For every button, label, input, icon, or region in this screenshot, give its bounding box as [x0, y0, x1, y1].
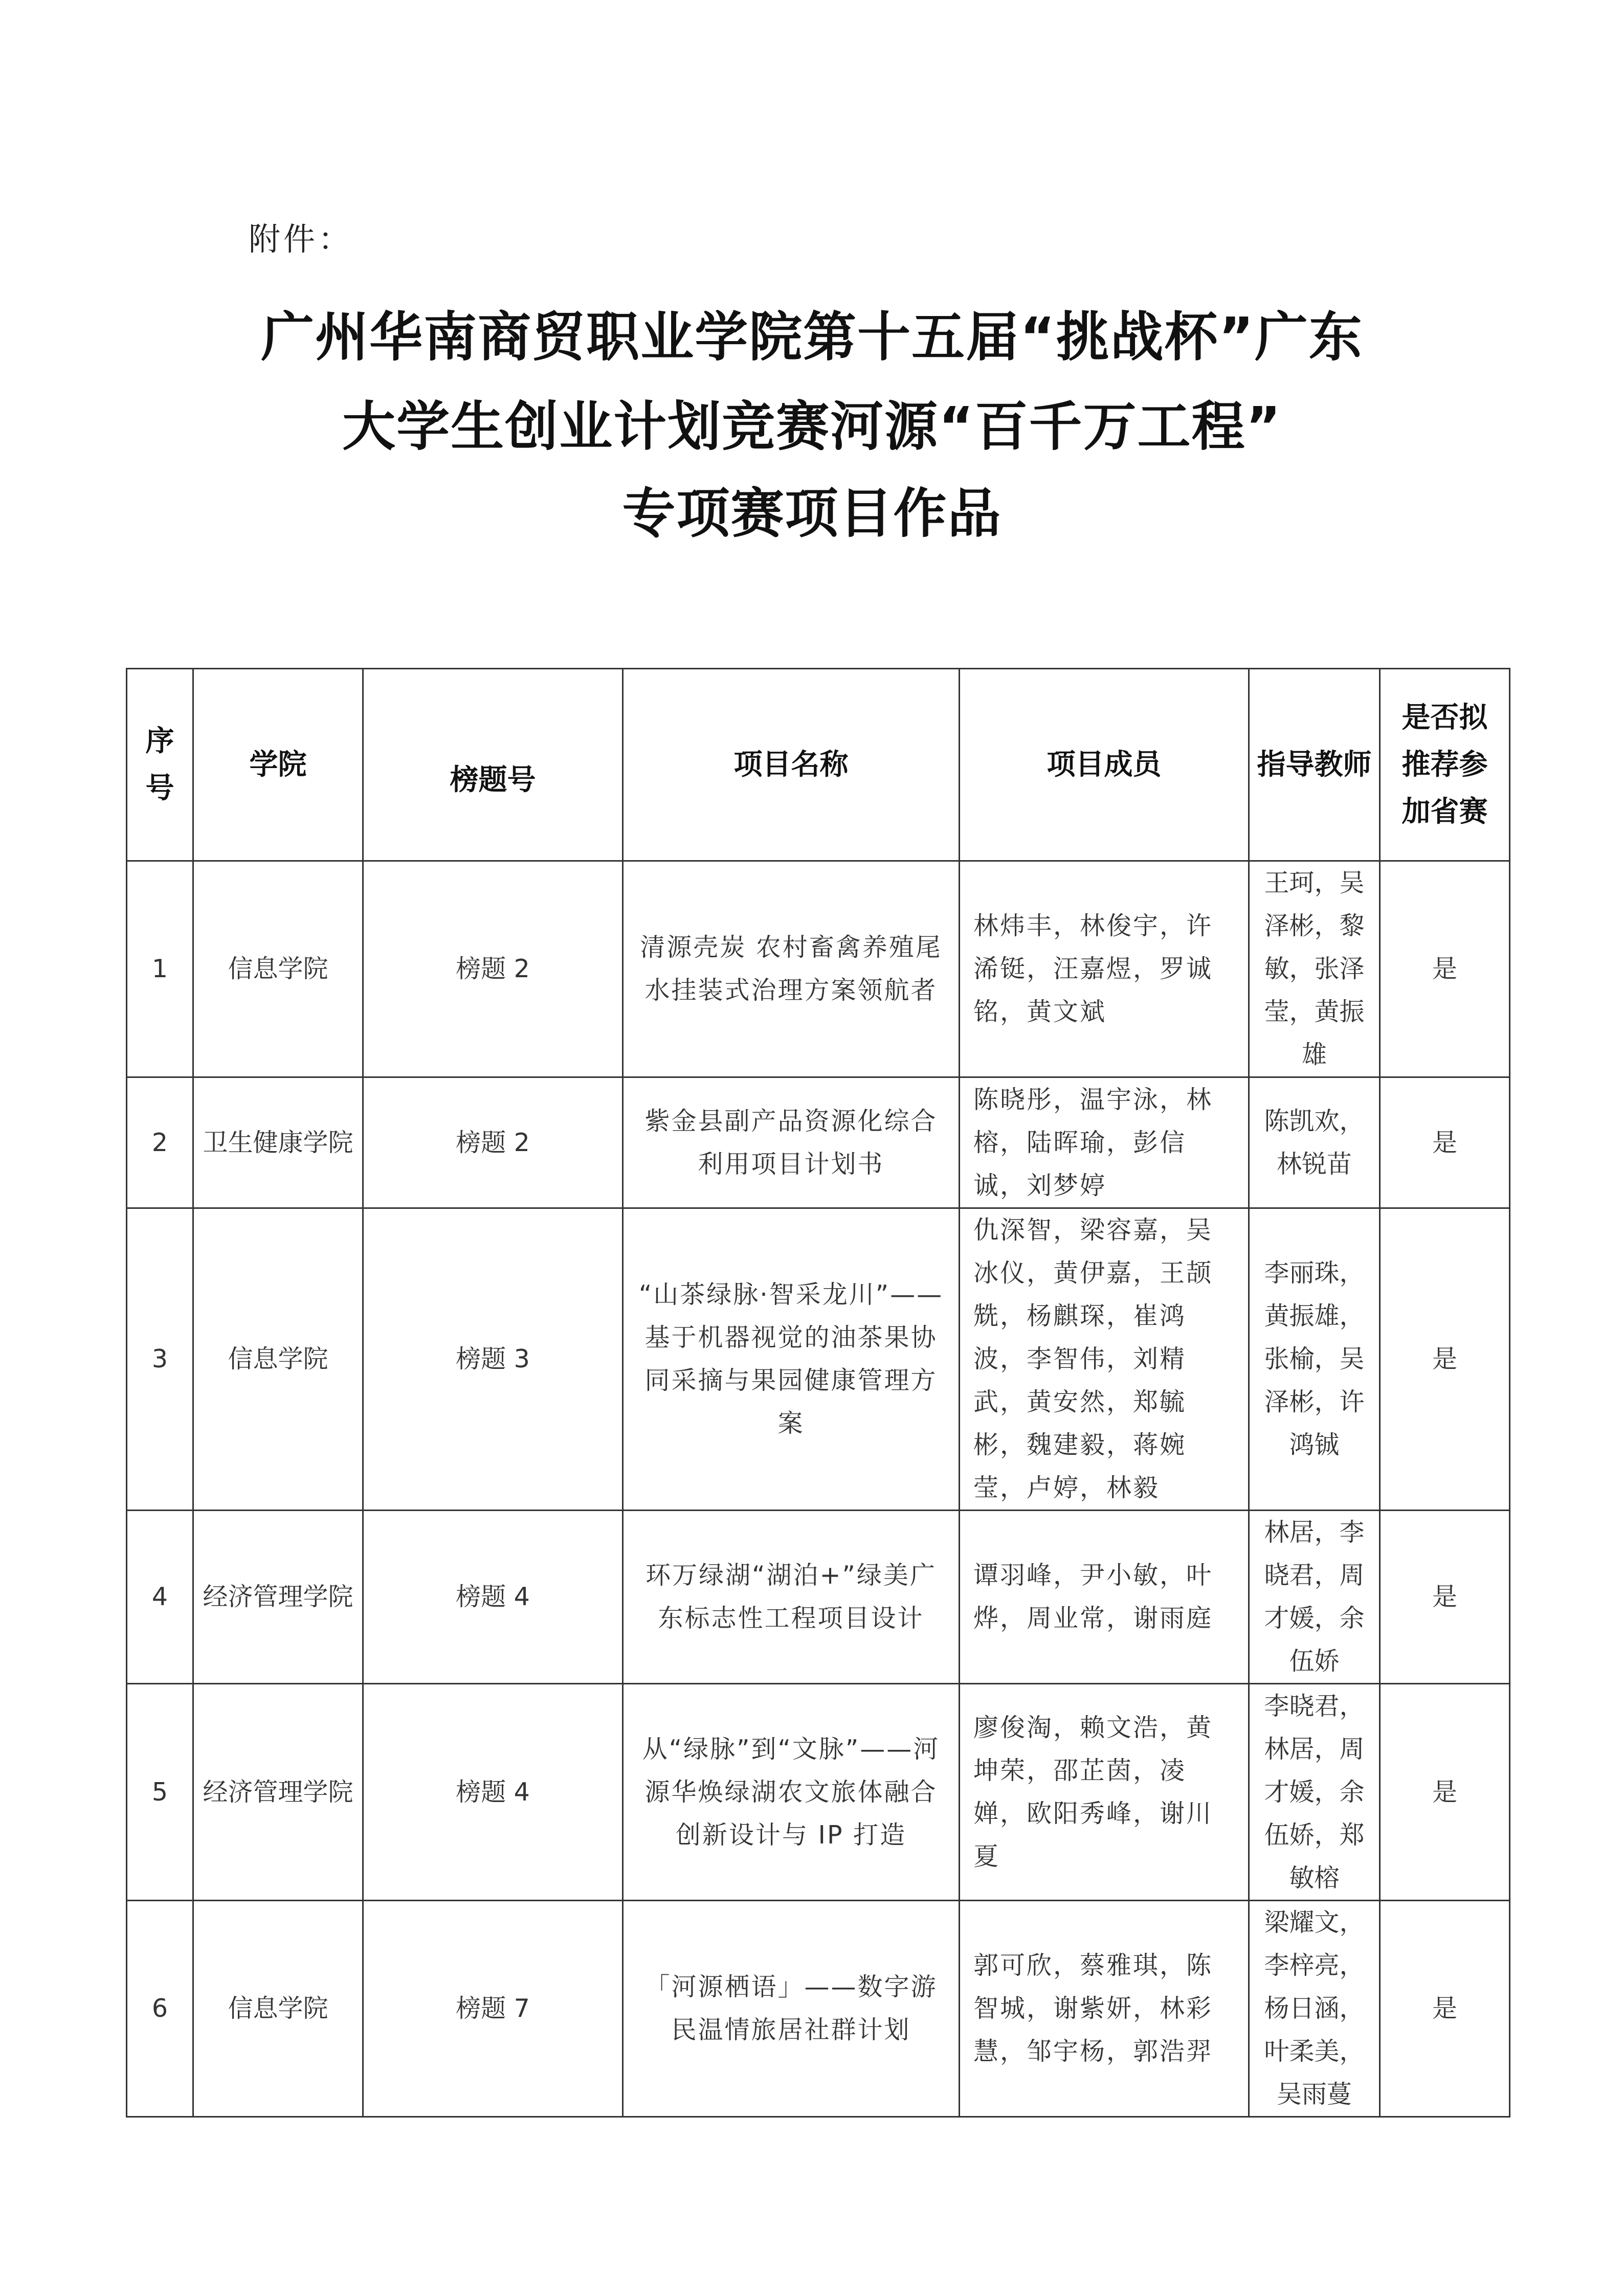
cell-advisor: 林居，李晓君，周才媛，余伍娇	[1249, 1511, 1380, 1684]
header-advisor: 指导教师	[1249, 669, 1380, 861]
cell-project-name: “山茶绿脉·智采龙川”—— 基于机器视觉的油茶果协同采摘与果园健康管理方案	[623, 1208, 960, 1511]
cell-project-name: 从“绿脉”到“文脉”——河源华焕绿湖农文旅体融合创新设计与 IP 打造	[623, 1684, 960, 1901]
cell-index: 3	[127, 1208, 193, 1511]
cell-advisor: 陈凯欢，林锐苗	[1249, 1077, 1380, 1208]
header-project-name: 项目名称	[623, 669, 960, 861]
document-title-line-3: 专项赛项目作品	[622, 482, 1002, 545]
table-row	[127, 1901, 1510, 2117]
cell-college: 经济管理学院	[193, 1511, 363, 1684]
cell-topic: 榜题 2	[363, 1077, 623, 1208]
cell-index: 2	[127, 1077, 193, 1208]
table-row	[127, 1684, 1510, 1901]
cell-college: 信息学院	[193, 1901, 363, 2117]
cell-topic: 榜题 3	[363, 1208, 623, 1511]
cell-members: 郭可欣，蔡雅琪，陈智城，谢紫妍，林彩慧，邹宇杨，郭浩羿	[960, 1901, 1249, 2117]
cell-college: 信息学院	[193, 1208, 363, 1511]
cell-index: 1	[127, 861, 193, 1077]
cell-project-name: 环万绿湖“湖泊+”绿美广东标志性工程项目设计	[623, 1511, 960, 1684]
table-row	[127, 1511, 1510, 1684]
cell-recommend: 是	[1380, 1901, 1510, 2117]
header-members: 项目成员	[960, 669, 1249, 861]
cell-college: 经济管理学院	[193, 1684, 363, 1901]
cell-project-name: 清源壳炭 农村畜禽养殖尾水挂装式治理方案领航者	[623, 861, 960, 1077]
cell-index: 6	[127, 1901, 193, 2117]
cell-project-name: 「河源栖语」——数字游民温情旅居社群计划	[623, 1901, 960, 2117]
cell-index: 5	[127, 1684, 193, 1901]
cell-project-name: 紫金县副产品资源化综合利用项目计划书	[623, 1077, 960, 1208]
table-row	[127, 861, 1510, 1077]
header-college: 学院	[193, 669, 363, 861]
header-topic: 榜题号	[363, 669, 623, 861]
cell-recommend: 是	[1380, 1511, 1510, 1684]
cell-topic: 榜题 4	[363, 1511, 623, 1684]
header-recommend: 是否拟推荐参加省赛	[1380, 669, 1510, 861]
document-title-line-1: 广州华南商贸职业学院第十五届“挑战杯”广东	[261, 306, 1363, 368]
cell-advisor: 王珂，吴泽彬，黎敏，张泽莹，黄振雄	[1249, 861, 1380, 1077]
cell-college: 信息学院	[193, 861, 363, 1077]
table-row	[127, 1077, 1510, 1208]
header-index: 序号	[127, 669, 193, 861]
table-header-row	[127, 669, 1510, 861]
cell-topic: 榜题 4	[363, 1684, 623, 1901]
cell-recommend: 是	[1380, 1077, 1510, 1208]
cell-college: 卫生健康学院	[193, 1077, 363, 1208]
cell-members: 仇深智，梁容嘉，吴冰仪，黄伊嘉，王颉兟，杨麒琛，崔鸿波，李智伟，刘精武，黄安然，郑毓彬，魏建毅，蒋婉莹，卢婷，林毅	[960, 1208, 1249, 1511]
document-title-line-2: 大学生创业计划竞赛河源“百千万工程”	[342, 395, 1282, 458]
cell-advisor: 李晓君，林居，周才媛，余伍娇，郑敏榕	[1249, 1684, 1380, 1901]
attachment-label: 附件：	[249, 220, 353, 258]
cell-members: 林炜丰，林俊宇，许浠铤，汪嘉煜，罗诚铭，黄文斌	[960, 861, 1249, 1077]
cell-advisor: 梁耀文，李梓亮，杨日涵，叶柔美，吴雨蔓	[1249, 1901, 1380, 2117]
cell-members: 谭羽峰，尹小敏，叶烨，周业常，谢雨庭	[960, 1511, 1249, 1684]
cell-recommend: 是	[1380, 1684, 1510, 1901]
cell-topic: 榜题 7	[363, 1901, 623, 2117]
cell-recommend: 是	[1380, 1208, 1510, 1511]
cell-members: 廖俊淘，赖文浩，黄坤荣，邵芷茵，凌婵，欧阳秀峰，谢川夏	[960, 1684, 1249, 1901]
cell-index: 4	[127, 1511, 193, 1684]
table-row	[127, 1208, 1510, 1511]
cell-advisor: 李丽珠，黄振雄，张榆，吴泽彬，许鸿铖	[1249, 1208, 1380, 1511]
cell-topic: 榜题 2	[363, 861, 623, 1077]
cell-members: 陈晓彤，温宇泳，林榕，陆晖瑜，彭信诚，刘梦婷	[960, 1077, 1249, 1208]
cell-recommend: 是	[1380, 861, 1510, 1077]
project-table	[126, 668, 1510, 2118]
